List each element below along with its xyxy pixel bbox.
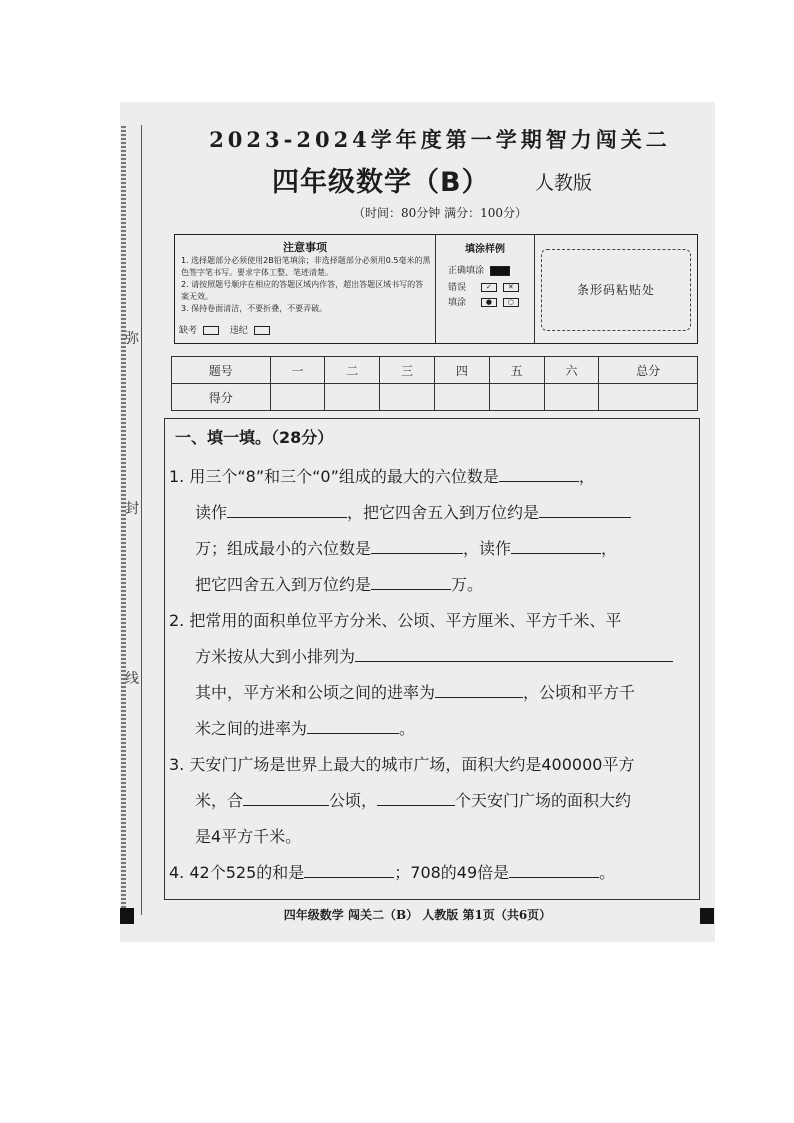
question-text: 天安门广场是世界上最大的城市广场，面积大约是400000平方 <box>189 755 635 774</box>
violation-label: 违纪 <box>229 326 248 336</box>
dot-fill-row <box>448 295 519 308</box>
score-table <box>171 356 698 411</box>
question-4 <box>169 855 615 891</box>
side-label-mi: 弥 <box>125 331 139 347</box>
question-3-line3 <box>195 819 301 855</box>
answer-blank[interactable] <box>499 463 579 482</box>
question-number: 1. <box>169 467 185 486</box>
question-text: 。 <box>599 863 616 882</box>
question-text: 是4平方千米。 <box>195 827 302 846</box>
answer-blank[interactable] <box>243 787 329 806</box>
question-2 <box>169 603 621 639</box>
question-1-line3 <box>195 531 617 567</box>
notice-box <box>174 234 698 344</box>
question-text: 公顷， <box>329 791 378 810</box>
question-number: 3. <box>169 755 185 774</box>
score-input-cell[interactable] <box>380 384 435 411</box>
answer-blank[interactable] <box>435 679 523 698</box>
section-heading: 一、填一填。（28分） <box>175 428 334 447</box>
question-text: 其中，平方米和公顷之间的进率为 <box>195 683 436 702</box>
side-label-xian: 线 <box>125 671 139 687</box>
answer-blank[interactable] <box>511 535 601 554</box>
circle-box-icon: ○ <box>503 298 519 307</box>
score-cell: 三 <box>380 357 435 384</box>
question-text: 把它四舍五入到万位约是 <box>195 575 372 594</box>
score-input-cell[interactable] <box>544 384 599 411</box>
page-footer: 四年级数学 闯关二（B） 人教版 第1页（共6页） <box>283 908 552 922</box>
answer-blank[interactable] <box>509 859 599 878</box>
absent-box[interactable] <box>203 326 219 335</box>
notice-item: 3. 保持卷面清洁，不要折叠，不要弄破。 <box>181 304 328 313</box>
answer-blank[interactable] <box>371 571 451 590</box>
answer-blank[interactable] <box>371 535 463 554</box>
answer-blank[interactable] <box>307 715 399 734</box>
question-text: 读作 <box>195 503 228 522</box>
correct-fill-label: 正确填涂 <box>448 266 485 276</box>
notice-item: 2. 请按照题号顺序在相应的答题区域内作答，超出答题区域书写的答案无效。 <box>181 280 424 301</box>
absent-label: 缺考 <box>179 326 198 336</box>
question-number: 2. <box>169 611 185 630</box>
fill-label: 填涂 <box>448 298 467 308</box>
question-text: ，公顷和平方千 <box>523 683 636 702</box>
question-text: 42个525的和是 <box>189 863 305 882</box>
question-text: 方米按从大到小排列为 <box>195 647 356 666</box>
question-3-line2 <box>195 783 631 819</box>
edition-label: 人教版 <box>535 172 593 194</box>
answer-blank[interactable] <box>355 643 673 662</box>
question-1-line2 <box>195 495 631 531</box>
answer-blank[interactable] <box>539 499 631 518</box>
question-text: 。 <box>399 719 416 738</box>
barcode-area: 条形码粘贴处 <box>541 249 691 331</box>
question-text: 米，合 <box>195 791 244 810</box>
score-input-cell[interactable] <box>325 384 380 411</box>
score-cell: 二 <box>325 357 380 384</box>
score-cell: 四 <box>434 357 489 384</box>
answer-blank[interactable] <box>304 859 394 878</box>
fill-example-title: 填涂样例 <box>465 244 505 255</box>
score-cell: 总分 <box>599 357 698 384</box>
question-text: 万。 <box>451 575 484 594</box>
side-label-feng: 封 <box>125 501 139 517</box>
question-text: ，把它四舍五入到万位约是 <box>347 503 540 522</box>
question-1 <box>169 459 595 495</box>
question-number: 4. <box>169 863 185 882</box>
question-2-line3 <box>195 675 635 711</box>
fill-example <box>436 235 535 343</box>
question-text: ；708的49倍是 <box>394 863 510 882</box>
wrong-fill-row <box>448 280 519 293</box>
question-text: 用三个“8”和三个“0”组成的最大的六位数是 <box>189 467 499 486</box>
question-3 <box>169 747 634 783</box>
section-fill-in <box>164 418 700 900</box>
question-text: ， <box>578 467 595 486</box>
question-text: 万；组成最小的六位数是 <box>195 539 372 558</box>
score-cell: 六 <box>544 357 599 384</box>
filled-box-icon <box>490 266 510 276</box>
binding-hatch <box>121 126 126 916</box>
absent-violation-row <box>179 323 270 336</box>
exam-title: 2023-2024学年度第一学期智力闯关二 <box>209 127 671 152</box>
score-table-header-row <box>172 357 698 384</box>
notice-item: 1. 选择题部分必须使用2B铅笔填涂；非选择题部分必须用0.5毫米的黑色签字笔书写。要求字体工整、笔迹清楚。 <box>181 256 431 277</box>
check-box-icon: ✓ <box>481 283 497 292</box>
question-text: ， <box>601 539 618 558</box>
question-text: ，读作 <box>463 539 512 558</box>
cross-box-icon: ✕ <box>503 283 519 292</box>
question-1-line4 <box>195 567 483 603</box>
score-cell: 题号 <box>172 357 271 384</box>
question-2-line4 <box>195 711 415 747</box>
score-cell: 得分 <box>172 384 271 411</box>
score-input-cell[interactable] <box>434 384 489 411</box>
answer-blank[interactable] <box>227 499 347 518</box>
subject-title: 四年级数学（B） <box>272 167 490 198</box>
question-text: 把常用的面积单位平方分米、公顷、平方厘米、平方千米、平 <box>189 611 622 630</box>
score-input-cell[interactable] <box>270 384 325 411</box>
dot-box-icon: ● <box>481 298 497 307</box>
notice-title: 注意事项 <box>283 241 327 254</box>
question-text: 个天安门广场的面积大约 <box>455 791 632 810</box>
correct-fill-row <box>448 263 510 276</box>
score-input-cell[interactable] <box>489 384 544 411</box>
score-table-row <box>172 384 698 411</box>
time-info: （时间：80分钟 满分：100分） <box>353 206 527 220</box>
score-cell: 五 <box>489 357 544 384</box>
question-text: 米之间的进率为 <box>195 719 308 738</box>
wrong-fill-label: 错误 <box>448 283 467 293</box>
question-2-line2 <box>195 639 673 675</box>
binding-line <box>141 125 142 915</box>
answer-blank[interactable] <box>377 787 455 806</box>
violation-box[interactable] <box>254 326 270 335</box>
score-input-cell[interactable] <box>599 384 698 411</box>
score-cell: 一 <box>270 357 325 384</box>
